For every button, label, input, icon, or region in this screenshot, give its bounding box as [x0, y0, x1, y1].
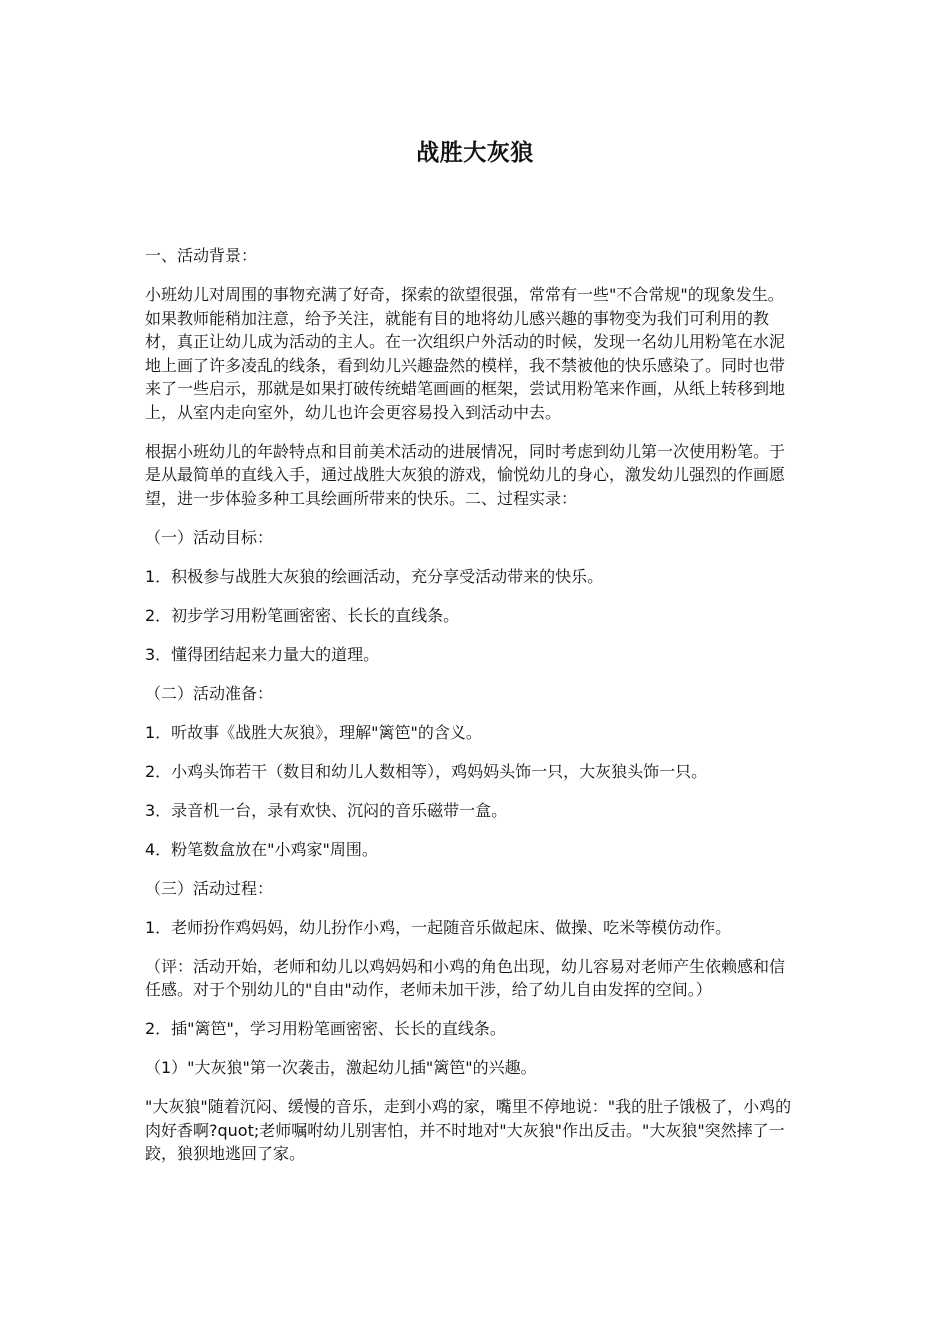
list-item: 4．粉笔数盒放在"小鸡家"周围。: [145, 839, 378, 859]
document-body: [145, 244, 797, 1181]
paragraph: 小班幼儿对周围的事物充满了好奇，探索的欲望很强，常常有一些"不合常规"的现象发生。如果教师能稍加注意，给予关注，就能有目的地将幼儿感兴趣的事物变为我们可利用的教材，真正让幼儿成为活动的主人。在一次组织户外活动的时候，发现一名幼儿用粉笔在水泥地上画了许多凌乱的线条，看到幼儿兴趣盎然的模样，我不禁被他的快乐感染了。同时也带来了一些启示，那就是如果打破传统蜡笔画画的框架，尝试用粉笔来作画，从纸上转移到地上，从室内走向室外，幼儿也许会更容易投入到活动中去。: [145, 285, 786, 422]
list-item: 1．老师扮作鸡妈妈，幼儿扮作小鸡，一起随音乐做起床、做操、吃米等模仿动作。: [145, 917, 732, 937]
list-item: 2．小鸡头饰若干（数目和幼儿人数相等），鸡妈妈头饰一只，大灰狼头饰一只。: [145, 761, 708, 781]
list-item: 3．录音机一台，录有欢快、沉闷的音乐磁带一盒。: [145, 800, 508, 820]
list-item: 1．听故事《战胜大灰狼》，理解"篱笆"的含义。: [145, 722, 482, 742]
section-heading-background: 一、活动背景：: [145, 246, 258, 265]
list-item: 1．积极参与战胜大灰狼的绘画活动，充分享受活动带来的快乐。: [145, 566, 604, 586]
paragraph: 根据小班幼儿的年龄特点和目前美术活动的进展情况，同时考虑到幼儿第一次使用粉笔。于是从最简单的直线入手，通过战胜大灰狼的游戏，愉悦幼儿的身心，激发幼儿强烈的作画愿望，进一步体验多种工具绘画所带来的快乐。二、过程实录：: [145, 441, 786, 508]
document-title: 战胜大灰狼: [416, 140, 534, 166]
paragraph: "大灰狼"随着沉闷、缓慢的音乐，走到小鸡的家，嘴里不停地说："我的肚子饿极了，小鸡的肉好香啊?quot;老师嘱咐幼儿别害怕，并不时地对"大灰狼"作出反击。"大灰狼"突然摔了一跤，狼狈地逃回了家。: [145, 1097, 792, 1163]
section-heading-preparation: （二）活动准备：: [145, 683, 274, 703]
section-heading-process: （三）活动过程：: [145, 878, 274, 898]
list-item: 3．懂得团结起来力量大的道理。: [145, 644, 380, 664]
list-item: 2．初步学习用粉笔画密密、长长的直线条。: [145, 605, 460, 625]
list-item: 2．插"篱笆"，学习用粉笔画密密、长长的直线条。: [145, 1019, 506, 1038]
section-heading-goals: （一）活动目标：: [145, 527, 274, 547]
sub-item: （1）"大灰狼"第一次袭击，激起幼儿插"篱笆"的兴趣。: [145, 1058, 537, 1077]
comment-paragraph: （评：活动开始，老师和幼儿以鸡妈妈和小鸡的角色出现，幼儿容易对老师产生依赖感和信任感。对于个别幼儿的"自由"动作，老师未加干涉，给了幼儿自由发挥的空间。）: [145, 956, 786, 999]
